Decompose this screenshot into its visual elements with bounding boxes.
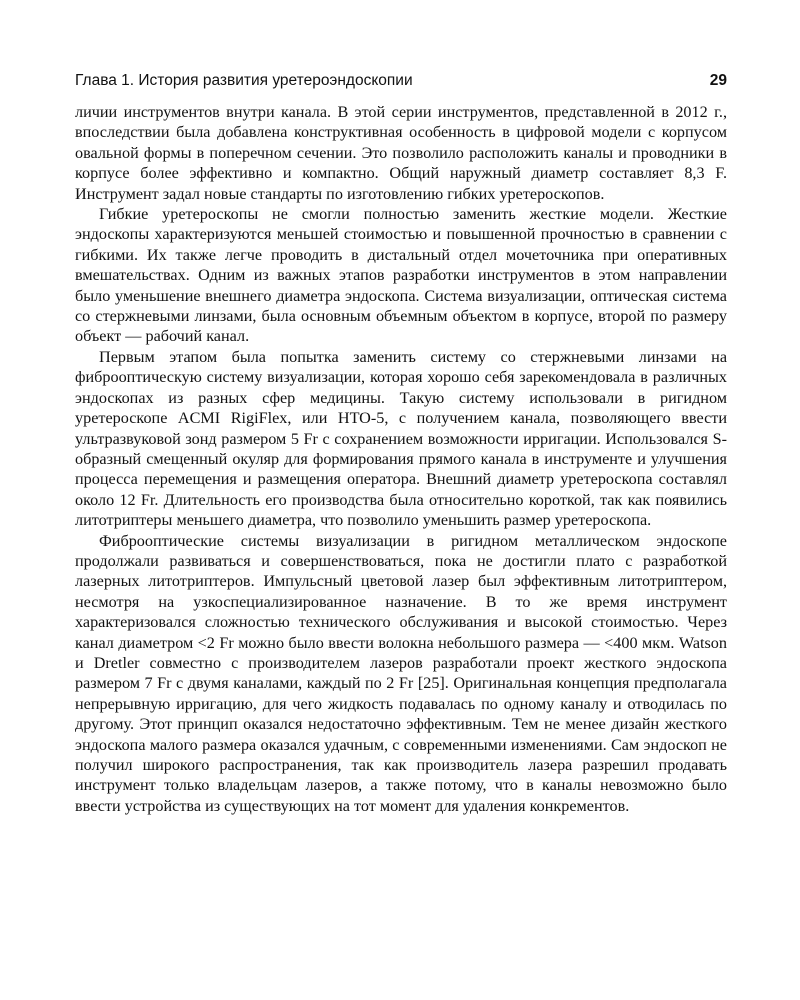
- paragraph-laser-lithotripters: Фиброоптические системы визуализации в ригидном металлическом эндоскопе продолжали развиваться и совершенствоваться, пока не достигли плато с разработкой лазерных литотриптеров. Импульсный цветовой лазер был эффективным литотриптером, несмотря на узкоспециализированное назначение. В то же время инструмент характеризовался сложностью технического обслуживания и высокой стоимостью. Через канал диаметром <2 Fr можно было ввести волокна небольшого размера — <400 мкм. Watson и Dretler совместно с производителем лазеров разработали проект жесткого эндоскопа размером 7 Fr с двумя каналами, каждый по 2 Fr [25]. Оригинальная концепция предполагала непрерывную ирригацию, для чего жидкость подавалась по одному каналу и отводилась по другому. Этот принцип оказался недостаточно эффективным. Тем не менее дизайн жесткого эндоскопа малого размера оказался удачным, с современными изменениями. Сам эндоскоп не получил широкого распространения, так как производитель лазера разрешил продавать инструмент только владельцам лазеров, а также потому, что в каналы невозможно было ввести устройства из существующих на тот момент для удаления конкрементов.: [75, 531, 727, 815]
- chapter-title: Глава 1. История развития уретероэндоскопии: [75, 72, 413, 89]
- running-header: [75, 70, 727, 94]
- book-page: [75, 70, 727, 950]
- paragraph-continuation: личии инструментов внутри канала. В этой серии инструментов, представленной в 2012 г., впоследствии была добавлена конструктивная особенность в цифровой модели с корпусом овальной формы в поперечном сечении. Это позволило расположить каналы и проводники в корпусе более эффективно и компактно. Общий наружный диаметр составляет 8,3 F. Инструмент задал новые стандарты по изготовлению гибких уретероскопов.: [75, 103, 727, 203]
- paragraph-flexible-vs-rigid: Гибкие уретероскопы не смогли полностью заменить жесткие модели. Жесткие эндоскопы характеризуются меньшей стоимостью и повышенной прочностью в сравнении с гибкими. Их также легче проводить в дистальный отдел мочеточника при оперативных вмешательствах. Одним из важных этапов разработки инструментов в этом направлении было уменьшение внешнего диаметра эндоскопа. Система визуализации, оптическая система со стержневыми линзами, была основным объемным объектом в корпусе, второй по размеру объект — рабочий канал.: [75, 205, 727, 346]
- body-text: [75, 102, 727, 816]
- page-number: 29: [709, 72, 727, 89]
- paragraph-fiberoptic-system: Первым этапом была попытка заменить систему со стержневыми линзами на фиброоптическую систему визуализации, которая хорошо себя зарекомендовала в различных эндоскопах из разных сфер медицины. Такую систему использовали в ригидном уретероскопе ACMI RigiFlex, или HTO-5, с получением канала, позволяющего ввести ультразвуковой зонд размером 5 Fr с сохранением возможности ирригации. Использовался S-образный смещенный окуляр для формирования прямого канала в инструменте и улучшения процесса перемещения и размещения оператора. Внешний диаметр уретероскопа составлял около 12 Fr. Длительность его производства была относительно короткой, так как появились литотриптеры меньшего диаметра, что позволило уменьшить размер уретероскопа.: [75, 347, 727, 530]
